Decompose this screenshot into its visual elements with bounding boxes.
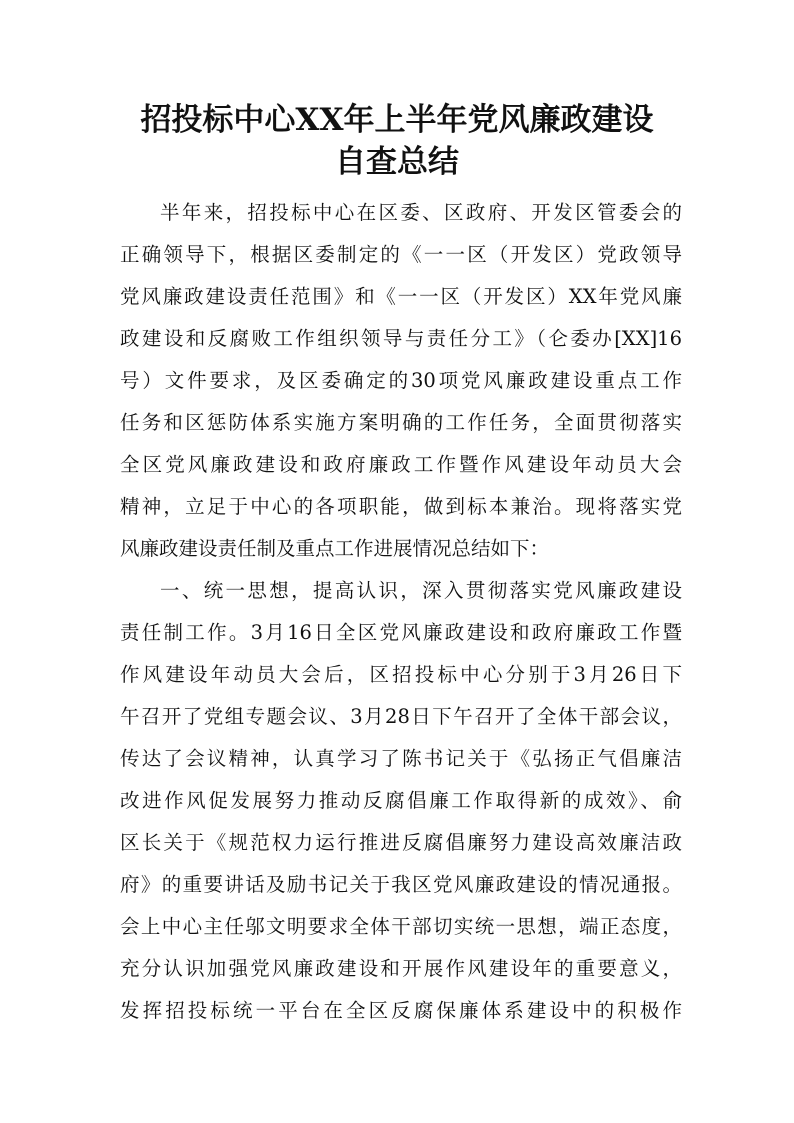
body-line: 责任制工作。3月16日全区党风廉政建设和政府廉政工作暨 [120, 621, 682, 644]
body-line: 改进作风促发展努力推动反腐倡廉工作取得新的成效》、俞 [120, 789, 682, 812]
body-line: 发挥招投标统一平台在全区反腐保廉体系建设中的积极作 [120, 999, 682, 1022]
body-line: 任务和区惩防体系实施方案明确的工作任务，全面贯彻落实 [120, 411, 682, 434]
body-line: 全区党风廉政建设和政府廉政工作暨作风建设年动员大会 [120, 453, 682, 476]
body-line: 党风廉政建设责任范围》和《一一区（开发区）XX年党风廉 [120, 285, 682, 308]
body-line: 午召开了党组专题会议、3月28日下午召开了全体干部会议， [120, 705, 682, 728]
body-line: 一、统一思想，提高认识，深入贯彻落实党风廉政建设 [160, 579, 682, 602]
body-line: 传达了会议精神，认真学习了陈书记关于《弘扬正气倡廉洁 [120, 747, 682, 770]
document-title-line-1: 招投标中心XX年上半年党风廉政建设 [140, 102, 654, 138]
body-line: 会上中心主任邬文明要求全体干部切实统一思想，端正态度， [120, 915, 682, 938]
body-line: 区长关于《规范权力运行推进反腐倡廉努力建设高效廉洁政 [120, 831, 682, 854]
document-title-line-2: 自查总结 [335, 144, 459, 180]
body-line: 半年来，招投标中心在区委、区政府、开发区管委会的 [160, 201, 682, 224]
body-line: 风廉政建设责任制及重点工作进展情况总结如下： [120, 537, 550, 560]
body-line: 充分认识加强党风廉政建设和开展作风建设年的重要意义， [120, 957, 682, 980]
body-line: 作风建设年动员大会后，区招投标中心分别于3月26日下 [120, 663, 682, 686]
body-line: 正确领导下，根据区委制定的《一一区（开发区）党政领导 [120, 243, 682, 266]
body-line: 精神，立足于中心的各项职能，做到标本兼治。现将落实党 [120, 495, 682, 518]
body-line: 政建设和反腐败工作组织领导与责任分工》（仑委办[XX]16 [120, 327, 682, 350]
body-line: 府》的重要讲话及励书记关于我区党风廉政建设的情况通报。 [120, 873, 682, 896]
body-line: 号）文件要求，及区委确定的30项党风廉政建设重点工作 [120, 369, 682, 392]
